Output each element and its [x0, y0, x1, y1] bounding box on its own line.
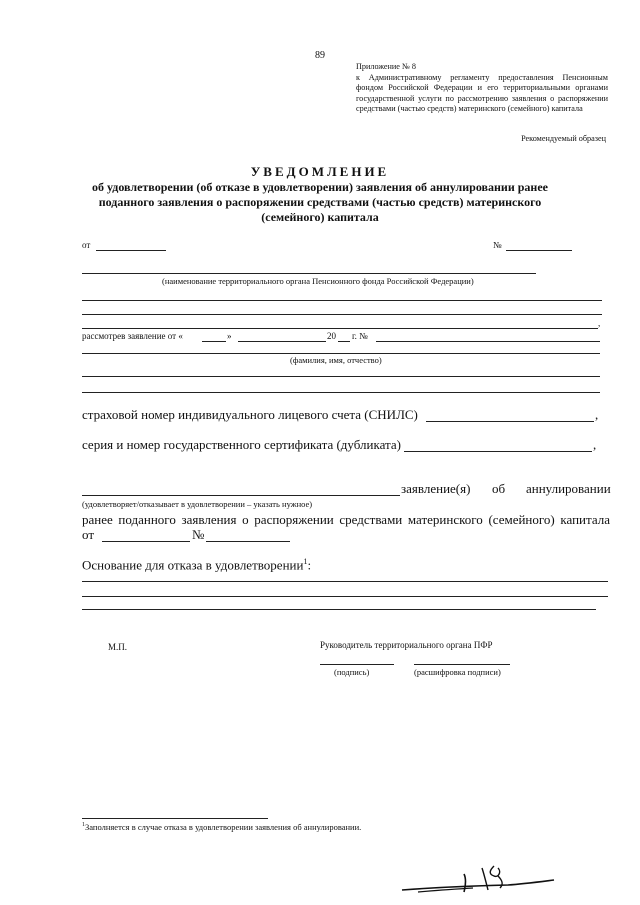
- appendix-block: [356, 62, 608, 115]
- appendix-number: Приложение № 8: [356, 62, 416, 71]
- reviewed-day-field[interactable]: [202, 341, 226, 342]
- certificate-field[interactable]: [404, 451, 592, 452]
- basis-label-text: Основание для отказа в удовлетворении: [82, 557, 304, 573]
- fio-line-2[interactable]: [82, 376, 600, 377]
- prev-number-label: №: [192, 527, 205, 542]
- stamp-mp: М.П.: [108, 642, 128, 652]
- pfr-body-caption: (наименование территориального органа Пенсионного фонда Российской Федерации): [162, 276, 474, 286]
- reviewed-quote-close: »: [227, 331, 232, 341]
- signature-decode-field[interactable]: [414, 664, 510, 665]
- annul-word-2: об: [492, 481, 506, 496]
- annul-word-1: заявление(я): [401, 481, 471, 496]
- prev-from-label: от: [82, 527, 95, 542]
- satisfy-caption: (удовлетворяет/отказывает в удовлетворении – указать нужное): [82, 499, 313, 509]
- head-label: Руководитель территориального органа ПФР: [320, 640, 493, 650]
- reviewed-prefix: рассмотрев заявление от «: [82, 331, 183, 341]
- snils-comma: ,: [595, 407, 599, 422]
- number-label: №: [493, 240, 502, 250]
- footnote-separator: [82, 818, 268, 819]
- handwritten-initials: [398, 852, 558, 897]
- pfr-body-field[interactable]: [82, 273, 536, 274]
- document-title: УВЕДОМЛЕНИЕ: [250, 164, 390, 179]
- signature-caption: (подпись): [334, 667, 370, 677]
- applicant-line-3[interactable]: [82, 328, 598, 329]
- applicant-line-2[interactable]: [82, 314, 602, 315]
- reviewed-year-suffix: г. №: [352, 331, 368, 341]
- basis-line-2[interactable]: [82, 596, 608, 597]
- prev-number-field[interactable]: [206, 541, 290, 542]
- basis-label: Основание для отказа в удовлетворении$^1$:: [82, 557, 312, 573]
- annul-word-3: аннулировании: [526, 481, 611, 496]
- footnote-text: Заполняется в случае отказа в удовлетворении заявления об аннулировании.: [85, 822, 362, 832]
- satisfy-field[interactable]: [82, 495, 400, 496]
- footnote: [82, 822, 361, 832]
- number-field[interactable]: [506, 250, 572, 251]
- snils-field[interactable]: [426, 421, 594, 422]
- fio-line-3[interactable]: [82, 392, 600, 393]
- reviewed-year-field[interactable]: [338, 341, 350, 342]
- appendix-text: к Административному регламенту предоставления Пенсионным фондом Российской Федерации и его территориальными органами государственной услуги по рассмотрению заявления о распоряжении средствами (частью средств) материнского (семейного) капитала: [356, 72, 608, 113]
- fio-field[interactable]: [82, 353, 600, 354]
- basis-line-3[interactable]: [82, 609, 596, 610]
- recommended-sample: Рекомендуемый образец: [521, 134, 606, 143]
- prev-application-text: ранее поданного заявления о распоряжении средствами материнского (семейного) капитала: [82, 512, 610, 527]
- applicant-comma: ,: [598, 318, 601, 328]
- prev-date-field[interactable]: [102, 541, 190, 542]
- basis-line-1[interactable]: [82, 581, 608, 582]
- snils-label: страховой номер индивидуального лицевого счета (СНИЛС): [82, 407, 418, 422]
- basis-footnote-ref: 1: [303, 557, 308, 566]
- page-number: 89: [315, 50, 325, 61]
- signature-decode-caption: (расшифровка подписи): [414, 667, 501, 677]
- reviewed-month-field[interactable]: [238, 341, 326, 342]
- signature-field[interactable]: [320, 664, 394, 665]
- reviewed-number-field[interactable]: [376, 341, 600, 342]
- certificate-comma: ,: [593, 437, 597, 452]
- reviewed-year-prefix: 20: [327, 331, 336, 341]
- fio-caption: (фамилия, имя, отчество): [290, 355, 382, 365]
- from-label: от: [82, 240, 91, 250]
- applicant-line-1[interactable]: [82, 300, 602, 301]
- from-date-field[interactable]: [96, 250, 166, 251]
- document-subtitle: об удовлетворении (об отказе в удовлетворении) заявления об аннулировании ранее поданного заявления о распоряжении средствами (частью средств) материнского (семейного) капитала: [92, 180, 548, 224]
- certificate-label: серия и номер государственного сертификата (дубликата): [82, 437, 401, 452]
- footnote-mark: 1: [82, 822, 85, 829]
